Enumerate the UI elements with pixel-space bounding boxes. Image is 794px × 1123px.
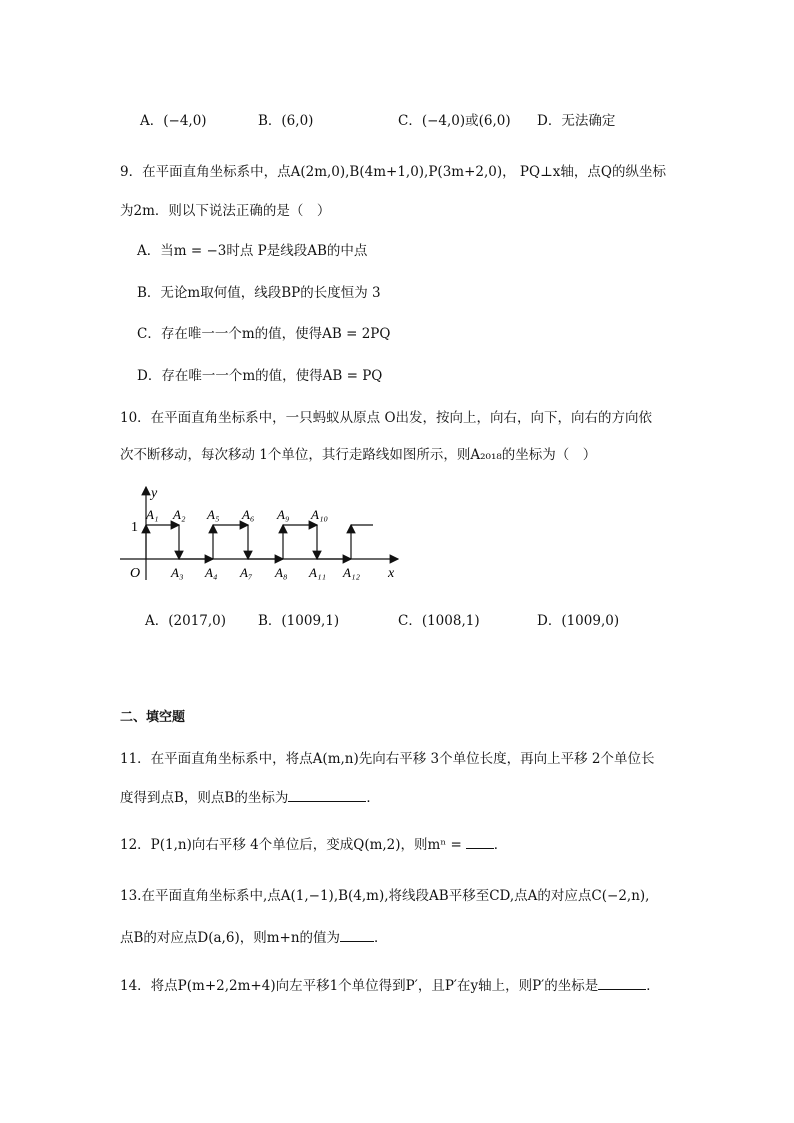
tick-label-1: 1 xyxy=(131,520,138,535)
label-a2: A₂ xyxy=(173,507,186,522)
q10-option-a: A．(2017,0) xyxy=(145,613,227,629)
label-a5: A₅ xyxy=(207,507,220,522)
q12-text: 12．P(1,n)向右平移 4个单位后，变成Q(m,2)，则mⁿ = xyxy=(120,837,462,853)
q9-option-c: C．存在唯一一个m的值，使得AB = 2PQ xyxy=(137,326,391,342)
q14-stem xyxy=(120,974,660,994)
q13-stem-line1: 13.在平面直角坐标系中,点A(1,−1),B(4,m),将线段AB平移至CD,点A的对应点C(−2,n), xyxy=(120,888,650,904)
label-a9: A₉ xyxy=(277,507,290,522)
q8-option-d: D．无法确定 xyxy=(537,113,616,129)
axis-label-x: x xyxy=(388,566,395,581)
q11-end: ． xyxy=(366,790,380,806)
q14-text: 14．将点P(m+2,2m+4)向左平移1个单位得到P′，且P′在y轴上，则P′的坐标是 xyxy=(120,978,599,994)
q12-end: ． xyxy=(493,837,508,853)
label-a6: A₆ xyxy=(242,507,255,522)
q8-option-c: C．(−4,0)或(6,0) xyxy=(398,113,511,129)
q8-option-a: A．(−4,0) xyxy=(140,113,207,129)
label-a10: A₁₀ xyxy=(311,507,328,522)
q11-stem-line2 xyxy=(120,786,380,806)
label-a7: A₇ xyxy=(240,565,253,580)
q10-option-c: C．(1008,1) xyxy=(398,613,480,629)
q12-stem xyxy=(120,833,507,853)
label-a4: A₄ xyxy=(205,565,218,580)
axis-label-y: y xyxy=(151,486,158,501)
label-a11: A₁₁ xyxy=(309,565,326,580)
q11-stem-line1: 11．在平面直角坐标系中，将点A(m,n)先向右平移 3个单位长度，再向上平移 2个单位长 xyxy=(120,751,655,767)
label-a8: A₈ xyxy=(275,565,288,580)
q11-answer-blank[interactable] xyxy=(288,788,366,802)
label-a12: A₁₂ xyxy=(343,565,360,580)
q10-option-d: D．(1009,0) xyxy=(537,613,620,629)
q9-option-a: A．当m = −3时点 P是线段AB的中点 xyxy=(137,243,368,259)
q10-stem-line2: 次不断移动，每次移动 1个单位，其行走路线如图所示，则A₂₀₁₈的坐标为（ ） xyxy=(120,447,597,463)
q10-stem-line1: 10．在平面直角坐标系中，一只蚂蚁从原点 O出发，按向上，向右，向下，向右的方向依 xyxy=(120,410,653,426)
q13-answer-blank[interactable] xyxy=(340,928,374,942)
q14-answer-blank[interactable] xyxy=(598,976,646,990)
q9-stem-line2: 为2m．则以下说法正确的是（ ） xyxy=(120,203,331,219)
q12-answer-blank[interactable] xyxy=(466,835,494,849)
q13-end: ． xyxy=(374,930,388,946)
q13-text: 点B的对应点D(a,6)，则m+n的值为 xyxy=(120,930,341,946)
label-a3: A₃ xyxy=(171,565,184,580)
q8-option-b: B．(6,0) xyxy=(258,113,314,129)
q13-stem-line2 xyxy=(120,926,388,946)
q9-stem-line1: 9．在平面直角坐标系中，点A(2m,0),B(4m+1,0),P(3m+2,0)， PQ⊥x轴，点Q的纵坐标 xyxy=(120,164,666,180)
q11-text: 度得到点B，则点B的坐标为 xyxy=(120,790,289,806)
q9-option-b: B．无论m取何值，线段BP的长度恒为 3 xyxy=(137,285,381,301)
ant-path-figure xyxy=(115,483,405,583)
section-heading-fill-in: 二、填空题 xyxy=(120,710,186,725)
origin-label: O xyxy=(130,566,141,581)
q9-option-d: D．存在唯一一个m的值，使得AB = PQ xyxy=(137,368,383,384)
q14-end: ． xyxy=(646,978,660,994)
label-a1: A₁ xyxy=(146,507,159,522)
q10-option-b: B．(1009,1) xyxy=(258,613,340,629)
